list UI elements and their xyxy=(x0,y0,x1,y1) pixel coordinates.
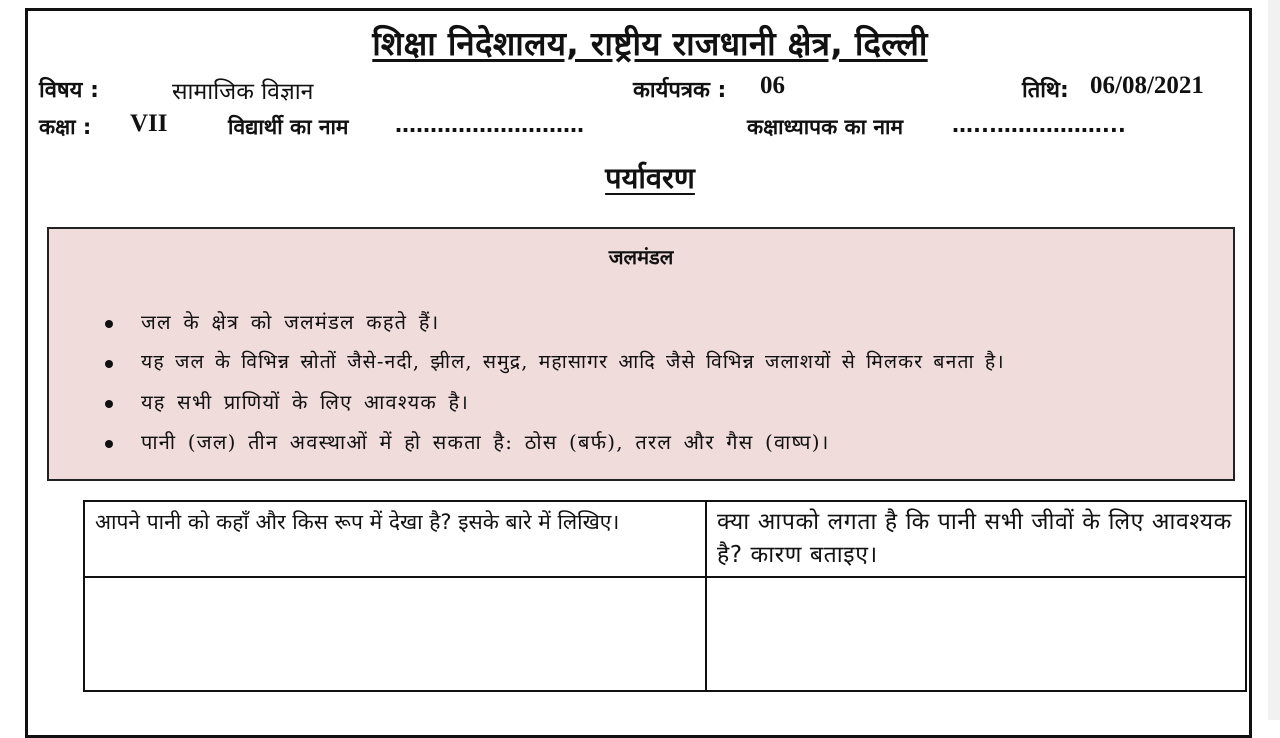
list-item: पानी (जल) तीन अवस्थाओं में हो सकता है: ठोस (बर्फ), तरल और गैस (वाष्प)। xyxy=(101,425,1005,465)
worksheet-number: 06 xyxy=(760,72,785,99)
worksheet-label: कार्यपत्रक : xyxy=(633,78,727,103)
bullet-list xyxy=(101,305,1005,465)
scrollbar[interactable] xyxy=(1268,0,1280,720)
list-item: यह सभी प्राणियों के लिए आवश्यक है। xyxy=(101,385,1005,425)
page-title-text: शिक्षा निदेशालय, राष्ट्रीय राजधानी क्षेत्र, दिल्ली xyxy=(372,24,928,63)
info-box xyxy=(47,227,1235,481)
info-heading: जलमंडल xyxy=(608,245,674,269)
subject-label: विषय : xyxy=(39,78,99,103)
answer-area-2[interactable] xyxy=(706,577,1246,691)
date-label: तिथि: xyxy=(1022,78,1069,103)
class-teacher-blank: …...……………... xyxy=(952,113,1126,137)
question-cell-2: क्या आपको लगता है कि पानी सभी जीवों के लिए आवश्यक है? कारण बताइए। xyxy=(706,501,1246,577)
subject-value: सामाजिक विज्ञान xyxy=(172,79,314,105)
topic-title-text: पर्यावरण xyxy=(605,161,695,195)
list-item: जल के क्षेत्र को जलमंडल कहते हैं। xyxy=(101,305,1005,345)
list-item: यह जल के विभिन्न स्रोतों जैसे-नदी, झील, समुद्र, महासागर आदि जैसे विभिन्न जलाशयों से मिलकर बनता है। xyxy=(101,345,1005,385)
topic-title xyxy=(0,158,1280,197)
student-name-blank: ……………………… xyxy=(395,113,584,137)
class-teacher-label: कक्षाध्यापक का नाम xyxy=(747,115,904,139)
class-value: VII xyxy=(130,110,168,137)
student-name-label: विद्यार्थी का नाम xyxy=(228,115,349,139)
date-value: 06/08/2021 xyxy=(1090,72,1204,99)
page-title xyxy=(0,20,1280,65)
question-cell-1: आपने पानी को कहाँ और किस रूप में देखा है? इसके बारे में लिखिए। xyxy=(84,501,706,577)
class-label: कक्षा : xyxy=(39,115,92,139)
question-table xyxy=(83,500,1247,692)
answer-area-1[interactable] xyxy=(84,577,706,691)
